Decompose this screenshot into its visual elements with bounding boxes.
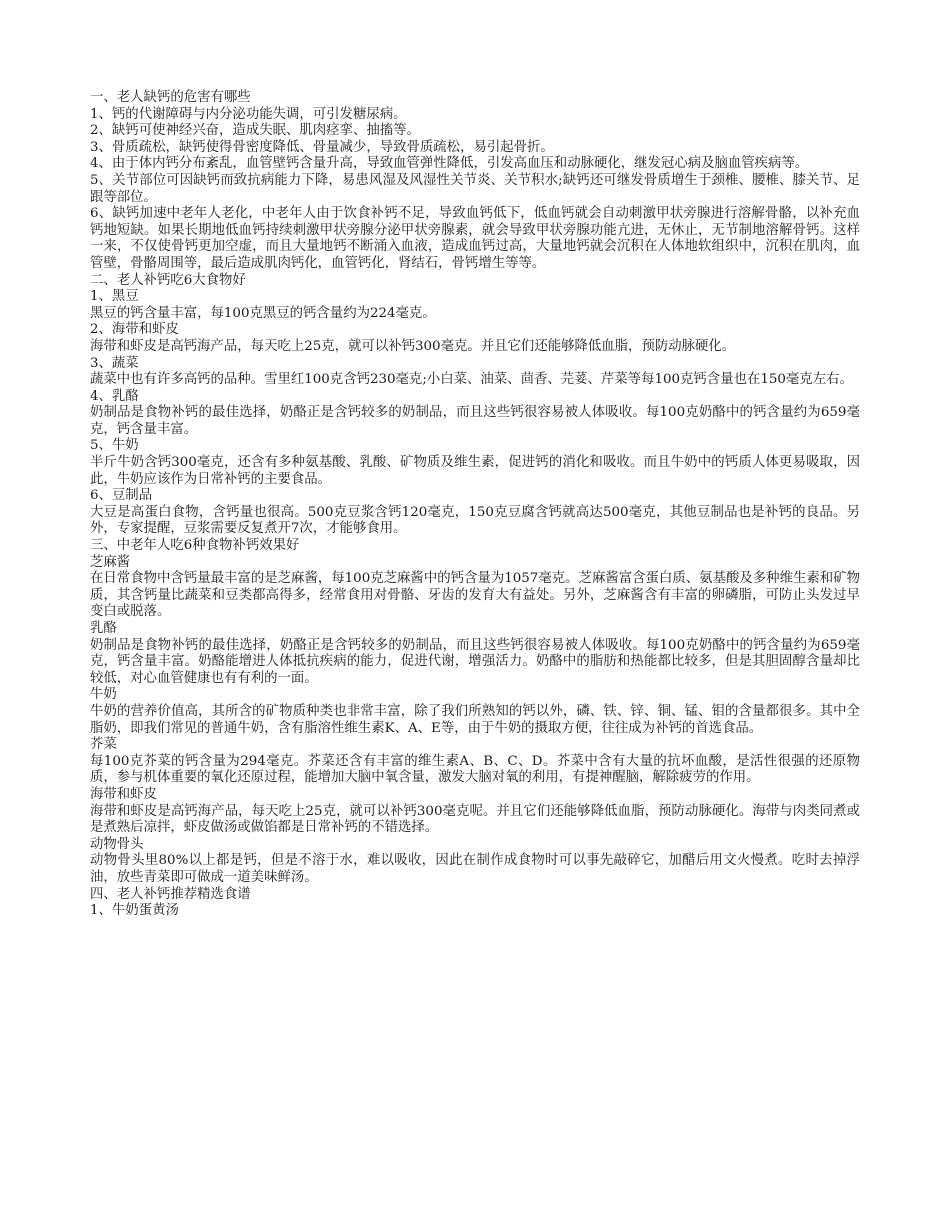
subheading: 5、牛奶 [90, 438, 139, 454]
list-item: 4、由于体内钙分布紊乱，血管壁钙含量升高，导致血管弹性降低，引发高血压和动脉硬化，继发冠心病及脑血管疾病等。 [90, 156, 809, 172]
paragraph: 黑豆的钙含量丰富，每100克黑豆的钙含量约为224毫克。 [90, 305, 436, 321]
section-heading-calcium-deficiency-harms: 一、老人缺钙的危害有哪些 [90, 90, 251, 105]
paragraph: 蔬菜中也有许多高钙的品种。雪里红100克含钙230毫克;小白菜、油菜、茴香、芫荽、芹菜等每100克钙含量也在150毫克左右。 [90, 372, 853, 388]
subheading: 4、乳酪 [90, 388, 139, 404]
list-item: 5、关节部位可因缺钙而致抗病能力下降，易患风湿及风湿性关节炎、关节积水;缺钙还可继发骨质增生于颈椎、腰椎、膝关节、足跟等部位。 [90, 172, 860, 205]
paragraph: 在日常食物中含钙量最丰富的是芝麻酱，每100克芝麻酱中的钙含量为1057毫克。芝麻酱富含蛋白质、氨基酸及多种维生素和矿物质，其含钙量比蔬菜和豆类都高得多，经常食用对骨骼、牙齿的发育大有益处。另外，芝麻酱含有丰富的卵磷脂，可防止头发过早变白或脱落。 [90, 571, 860, 620]
list-item: 2、缺钙可使神经兴奋，造成失眠、肌肉痉挛、抽搐等。 [90, 123, 420, 139]
list-item: 6、缺钙加速中老年人老化，中老年人由于饮食补钙不足，导致血钙低下，低血钙就会自动刺激甲状旁腺进行溶解骨骼，以补充血钙地短缺。如果长期地低血钙持续刺激甲状旁腺分泌甲状旁腺素，就会导致甲状旁腺功能亢进，无休止，无节制地溶解骨钙。这样一来，不仅使骨钙更加空虚，而且大量地钙不断涌入血液，造成血钙过高，大量地钙就会沉积在人体地软组织中，沉积在肌肉，血管壁，骨骼周围等，最后造成肌肉钙化，血管钙化，肾结石，骨钙增生等等。 [90, 206, 860, 271]
subheading: 牛奶 [90, 687, 117, 703]
section-heading-recipes: 四、老人补钙推荐精选食谱 [90, 886, 251, 902]
document-body [90, 90, 860, 920]
subheading: 1、黑豆 [90, 289, 139, 305]
subheading: 海带和虾皮 [90, 786, 157, 802]
subheading: 2、海带和虾皮 [90, 322, 179, 338]
paragraph: 海带和虾皮是高钙海产品，每天吃上25克，就可以补钙300毫克呢。并且它们还能够降低血脂，预防动脉硬化。海带与肉类同煮或是煮熟后凉拌，虾皮做汤或做馅都是日常补钙的不错选择。 [90, 803, 860, 836]
paragraph: 每100克芥菜的钙含量为294毫克。芥菜还含有丰富的维生素A、B、C、D。芥菜中含有大量的抗坏血酸，是活性很强的还原物质，参与机体重要的氧化还原过程，能增加大脑中氧含量，激发大脑对氧的利用，有提神醒脑，解除疲劳的作用。 [90, 753, 860, 786]
section-heading-six-foods: 二、老人补钙吃6大食物好 [90, 272, 246, 288]
paragraph: 半斤牛奶含钙300毫克，还含有多种氨基酸、乳酸、矿物质及维生素，促进钙的消化和吸收。而且牛奶中的钙质人体更易吸取，因此，牛奶应该作为日常补钙的主要食品。 [90, 455, 860, 487]
subheading: 芝麻酱 [90, 554, 131, 570]
paragraph: 动物骨头里80%以上都是钙，但是不溶于水，难以吸收，因此在制作成食物时可以事先敲碎它，加醋后用文火慢煮。吃时去掉浮油，放些青菜即可做成一道美味鲜汤。 [90, 853, 860, 885]
section-heading-six-calcium-foods: 三、中老年人吃6种食物补钙效果好 [90, 538, 300, 554]
subheading: 3、蔬菜 [90, 355, 139, 371]
paragraph: 奶制品是食物补钙的最佳选择，奶酪正是含钙较多的奶制品，而且这些钙很容易被人体吸收。每100克奶酪中的钙含量约为659毫克，钙含量丰富。奶酪能增进人体抵抗疾病的能力，促进代谢，增强活力。奶酪中的脂肪和热能都比较多，但是其胆固醇含量却比较低，对心血管健康也有有利的一面。 [90, 637, 860, 686]
subheading: 动物骨头 [90, 836, 144, 852]
subheading: 乳酪 [90, 621, 117, 636]
paragraph: 大豆是高蛋白食物，含钙量也很高。500克豆浆含钙120毫克，150克豆腐含钙就高达500毫克，其他豆制品也是补钙的良品。另外，专家提醒，豆浆需要反复煮开7次，才能够食用。 [90, 504, 860, 537]
subheading: 6、豆制品 [90, 488, 153, 504]
subheading: 芥菜 [90, 737, 117, 753]
paragraph: 牛奶的营养价值高，其所含的矿物质种类也非常丰富，除了我们所熟知的钙以外，磷、铁、锌、铜、锰、钼的含量都很多。其中全脂奶，即我们常见的普通牛奶，含有脂溶性维生素K、A、E等，由于牛奶的摄取方便，往往成为补钙的首选食品。 [90, 703, 860, 736]
paragraph: 奶制品是食物补钙的最佳选择，奶酪正是含钙较多的奶制品，而且这些钙很容易被人体吸收。每100克奶酪中的钙含量约为659毫克，钙含量丰富。 [90, 405, 860, 437]
list-item: 3、骨质疏松，缺钙使得骨密度降低、骨量减少，导致骨质疏松，易引起骨折。 [90, 139, 554, 155]
paragraph: 海带和虾皮是高钙海产品，每天吃上25克，就可以补钙300毫克。并且它们还能够降低血脂，预防动脉硬化。 [90, 338, 736, 354]
subheading: 1、牛奶蛋黄汤 [90, 903, 179, 919]
list-item: 1、钙的代谢障碍与内分泌功能失调，可引发糖尿病。 [90, 106, 407, 122]
